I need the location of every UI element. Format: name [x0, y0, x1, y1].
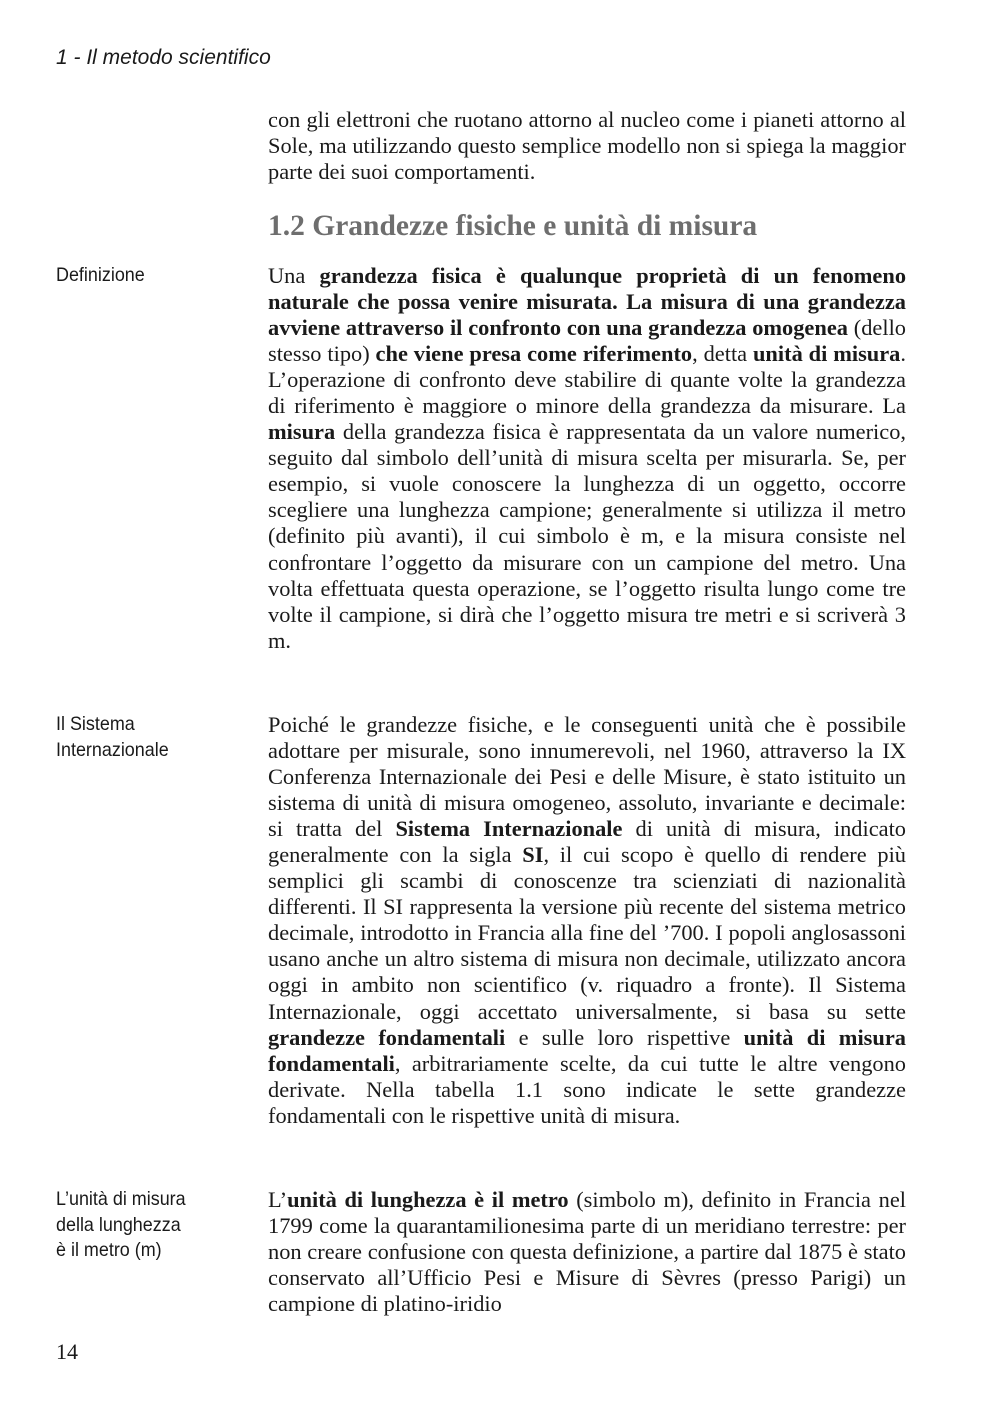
- text-run: Poiché le grandezze fisiche, e le conseguenti unità che è possibile adottare per misurale, sono innumerevoli, nel 1960, attraverso la IX Conferenza Internazionale dei Pesi e delle Misure, è stato istituito un sistema di unità di misura omogeneo, assoluto, invariante e decimale: si tratta del: [268, 712, 906, 842]
- text-run: della grandezza fisica è rappresentata da un valore numerico, seguito dal simbolo dell’unità di misura scelta per misurarla. Se, per esempio, si vuole conoscere la lunghezza di un oggetto, occorre scegliere una lunghezza campione; generalmente si utilizza il metro (definito più avanti), il cui simbolo è m, e la misura consiste nel confrontare l’oggetto da misurare con un campione del metro. Una volta effettuata questa operazione, se l’oggetto risulta lungo come tre volte il campione, si dirà che l’oggetto misura tre metri e si scriverà 3 m.: [268, 419, 906, 653]
- text-run: Una: [268, 263, 320, 288]
- bold-term: unità di misura fondamentali: [268, 1024, 906, 1076]
- margin-note-line: è il metro (m): [56, 1239, 162, 1261]
- paragraph-unita-lunghezza: [268, 1187, 906, 1317]
- text-run: , detta: [692, 341, 753, 367]
- margin-note-line: Internazionale: [56, 738, 169, 761]
- margin-note-definizione: [56, 263, 245, 289]
- bold-term: misura: [268, 419, 336, 445]
- text-run: di unità di misura, indicato generalmente con la sigla: [268, 816, 906, 868]
- page-number: 14: [56, 1339, 78, 1364]
- text-run: (simbolo m), definito in Francia nel 1799 come la quarantamilionesima parte di un meridiano terrestre: per non creare confusione con questa definizione, a partire dal 1875 è stato conservato all’Ufficio Pesi e Misure di Sèvres (presso Parigi) un campione di platino-iridio: [268, 1187, 906, 1317]
- text-run: (dello stesso tipo): [268, 315, 906, 367]
- text-run: con gli elettroni che ruotano attorno al nucleo come i pianeti attorno al Sole, ma utilizzando questo semplice modello non si spiega la maggior parte dei suoi comportamenti.: [268, 107, 906, 185]
- text-run: . L’operazione di confronto deve stabilire di quante volte la grandezza di riferimento è maggiore o minore della grandezza da misurare. La: [268, 341, 906, 419]
- bold-term: unità di lunghezza è il metro: [287, 1187, 569, 1212]
- text-run: , arbitrariamente scelte, da cui tutte le altre vengono derivate. Nella tabella 1.1 sono indicate le sette grandezze fondamentali con le rispettive unità di misura.: [268, 1050, 906, 1128]
- paragraph-sistema-internazionale: [268, 712, 906, 1129]
- margin-note-line: della lunghezza: [56, 1213, 181, 1236]
- bold-term: SI: [522, 842, 544, 868]
- text-run: e sulle loro rispettive: [505, 1024, 744, 1050]
- bold-term: unità di misura: [752, 341, 901, 367]
- bold-term: che viene presa come riferimento: [375, 341, 693, 367]
- paragraph-definizione: [268, 263, 906, 654]
- margin-note-line: L’unità di misura: [56, 1188, 186, 1210]
- paragraph-intro-continuation: [268, 107, 906, 185]
- text-run: L’: [268, 1187, 288, 1212]
- bold-term: grandezze fondamentali: [268, 1024, 506, 1050]
- margin-note-sistema-internazionale: [56, 712, 245, 763]
- margin-note-unita-lunghezza: [56, 1187, 245, 1264]
- text-run: , il cui scopo è quello di rendere più semplici gli scambi di conoscenze tra scienziati di nazionalità differenti. Il SI rappresenta la versione più recente del sistema metrico decimale, introdotto in Francia alla fine del ’700. I popoli anglosassoni usano anche un altro sistema di misura non decimale, utilizzato ancora oggi in ambito non scientifico (v. riquadro a fronte). Il Sistema Internazionale, oggi accettato universalmente, si basa su sette: [268, 842, 906, 1024]
- margin-note-line: Definizione: [56, 264, 145, 286]
- running-head: 1 - Il metodo scientifico: [56, 46, 271, 69]
- section-title: 1.2 Grandezze fisiche e unità di misura: [268, 210, 758, 242]
- bold-term: Sistema Internazionale: [395, 816, 623, 842]
- margin-note-line: Il Sistema: [56, 713, 135, 735]
- bold-term: grandezza fisica è qualunque proprietà di un fenomeno naturale che possa venire misurata. La misura di una grandezza avviene attraverso il confronto con una grandezza omogenea: [268, 263, 907, 341]
